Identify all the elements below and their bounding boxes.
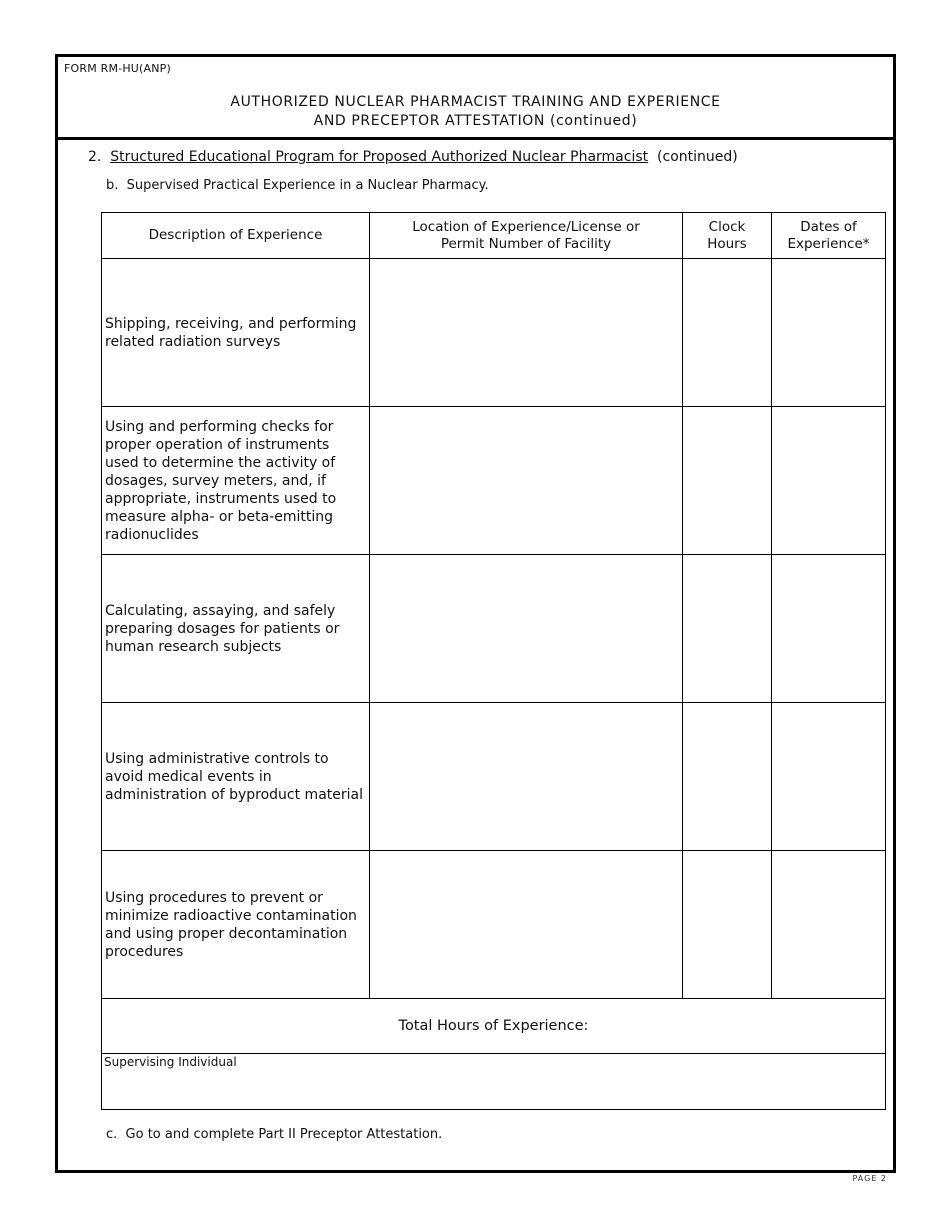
section-suffix: (continued) [657,149,738,165]
location-field[interactable] [370,703,683,851]
location-field[interactable] [370,407,683,555]
total-hours-label: Total Hours of Experience: [398,1018,589,1034]
form-header [58,57,893,140]
clock-hours-field[interactable] [683,851,772,999]
table-row [102,703,886,851]
row-description: Using and performing checks for proper operation of instruments used to determine the activity of dosages, survey meters, and, if appropriate, instruments used to measure alpha- or beta-emitting radionuclides [102,407,370,555]
table-row [102,407,886,555]
section-title: Structured Educational Program for Proposed Authorized Nuclear Pharmacist [110,149,649,165]
form-title-line1: AUTHORIZED NUCLEAR PHARMACIST TRAINING AND EXPERIENCE [230,94,721,110]
table-row [102,259,886,407]
table-row [102,555,886,703]
header-hours-line1: Clock [708,218,746,235]
form-title-line2: AND PRECEPTOR ATTESTATION (continued) [313,113,638,129]
supervising-individual-label: Supervising Individual [104,1055,237,1069]
location-field[interactable] [370,555,683,703]
header-description-label: Description of Experience [148,227,323,243]
dates-field[interactable] [772,407,886,555]
row-description: Shipping, receiving, and performing related radiation surveys [102,259,370,407]
table-header-row [102,213,886,259]
experience-table [101,212,886,1110]
location-field[interactable] [370,851,683,999]
header-location-line1: Location of Experience/License or [412,218,640,235]
form-title [58,93,893,131]
clock-hours-field[interactable] [683,703,772,851]
dates-field[interactable] [772,259,886,407]
row-description: Calculating, assaying, and safely preparing dosages for patients or human research subjects [102,555,370,703]
total-hours-field[interactable] [102,999,886,1054]
section-number: 2. [88,149,102,165]
header-description [102,213,370,259]
form-id: FORM RM-HU(ANP) [64,62,172,75]
item-b-letter: b. [106,178,119,193]
header-location [370,213,683,259]
header-clock-hours [683,213,772,259]
header-location-line2: Permit Number of Facility [440,235,612,252]
item-c [106,1127,442,1142]
clock-hours-field[interactable] [683,259,772,407]
clock-hours-field[interactable] [683,555,772,703]
dates-field[interactable] [772,851,886,999]
location-field[interactable] [370,259,683,407]
section-heading [88,149,738,165]
supervising-individual-field[interactable] [102,1054,886,1110]
dates-field[interactable] [772,703,886,851]
dates-field[interactable] [772,555,886,703]
header-dates [772,213,886,259]
header-dates-line1: Dates of [800,218,857,235]
item-c-letter: c. [106,1127,118,1142]
item-b [106,178,489,193]
supervising-row [102,1054,886,1110]
header-hours-line2: Hours [707,235,747,252]
clock-hours-field[interactable] [683,407,772,555]
total-hours-row [102,999,886,1054]
item-b-text: Supervised Practical Experience in a Nuclear Pharmacy. [126,178,489,193]
row-description: Using administrative controls to avoid medical events in administration of byproduct material [102,703,370,851]
page-number: PAGE 2 [852,1174,887,1183]
item-c-text: Go to and complete Part II Preceptor Attestation. [125,1127,443,1142]
table-row [102,851,886,999]
form-frame [55,54,896,1173]
row-description: Using procedures to prevent or minimize radioactive contamination and using proper decontamination procedures [102,851,370,999]
header-dates-line2: Experience* [787,235,870,252]
